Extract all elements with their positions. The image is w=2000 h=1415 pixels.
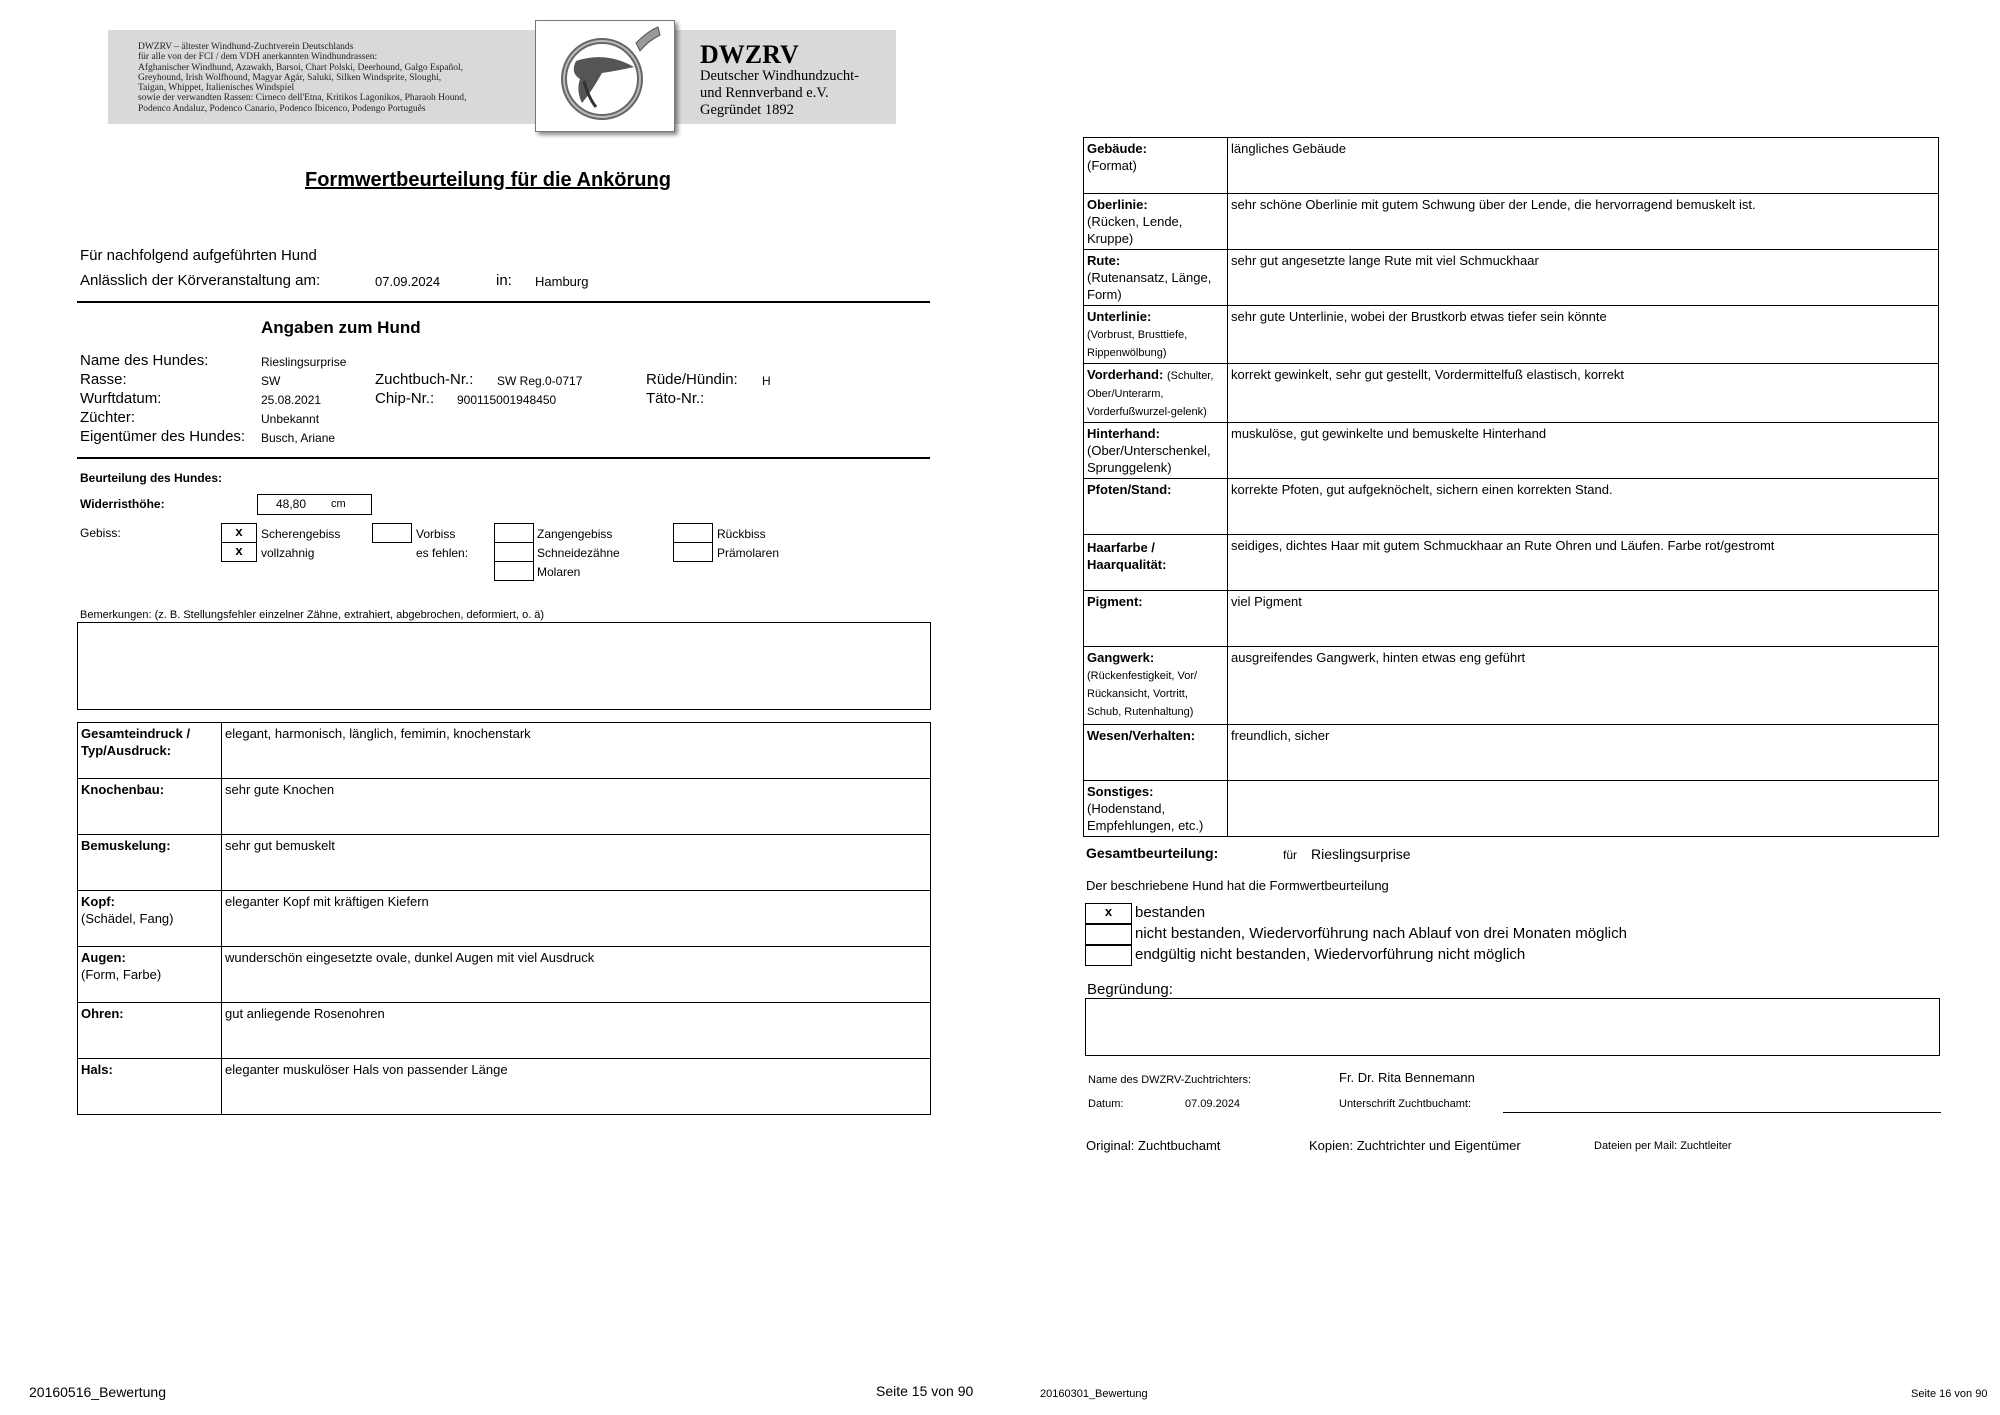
date-label: Datum: [1088,1098,1124,1110]
overbite-label: Vorbiss [416,527,456,541]
table-row [1084,423,1939,479]
row-value[interactable]: freundlich, sicher [1228,725,1939,781]
row-label: Hals: [78,1059,222,1115]
row-label: Ohren: [78,1003,222,1059]
row-label: Kopf: (Schädel, Fang) [78,891,222,947]
assessment-title: Beurteilung des Hundes: [80,471,223,485]
premolars-label: Prämolaren [717,546,780,560]
row-value[interactable]: eleganter muskulöser Hals von passender Länge [222,1059,931,1115]
header-line: Podenco Andaluz, Podenco Canario, Podenco Ibicenco, Podengo Português [138,103,426,114]
row-label: Pigment: [1084,591,1228,647]
org-line-1: Deutscher Windhundzucht- [700,68,860,84]
row-label: Unterlinie: (Vorbrust, Brusttiefe, Rippenwölbung) [1084,306,1228,364]
files-label: Dateien per Mail: Zuchtleiter [1594,1140,1732,1152]
row-label: Augen: (Form, Farbe) [78,947,222,1003]
left-footer-page: Seite 15 von 90 [876,1383,974,1399]
owner-label: Eigentümer des Hundes: [80,428,246,445]
original-label: Original: Zuchtbuchamt [1086,1138,1221,1153]
breeder-value: Unbekannt [261,412,320,426]
teeth-label: Gebiss: [80,526,121,540]
premolars-checkbox[interactable] [673,542,713,562]
row-value[interactable]: elegant, harmonisch, länglich, femimin, knochenstark [222,723,931,779]
remarks-field[interactable] [77,622,931,710]
name-label: Name des Hundes: [80,352,209,369]
missing-label: es fehlen: [416,546,469,560]
row-value[interactable]: korrekte Pfoten, gut aufgeknöchelt, sichern einen korrekten Stand. [1228,479,1939,535]
passed-checkbox[interactable]: x [1085,903,1132,924]
breed-label: Rasse: [80,371,127,388]
table-row [1084,364,1939,423]
right-footer-page: Seite 16 von 90 [1911,1388,1988,1400]
header-line: für alle von der FCI / dem VDH anerkannten Windhundrassen: [138,52,378,63]
not-passed-checkbox[interactable] [1085,924,1132,945]
overbite-checkbox[interactable] [372,523,412,543]
row-value[interactable] [1228,781,1939,837]
height-field[interactable] [257,494,372,515]
row-label: Bemuskelung: [78,835,222,891]
left-evaluation-table [77,722,931,1115]
left-footer-file: 20160516_Bewertung [29,1384,167,1400]
dwzrv-logo [535,20,675,132]
reason-field[interactable] [1085,998,1940,1056]
table-row [78,835,931,891]
event-place: Hamburg [535,274,589,289]
height-value: 48,80 [276,497,307,511]
form-title: Formwertbeurteilung für die Ankörung [305,169,671,191]
row-label: Knochenbau: [78,779,222,835]
org-line-2: und Rennverband e.V. [700,85,829,101]
row-value[interactable]: korrekt gewinkelt, sehr gut gestellt, Vordermittelfuß elastisch, korrekt [1228,364,1939,423]
sex-value: H [762,374,771,388]
row-value[interactable]: muskulöse, gut gewinkelte und bemuskelte Hinterhand [1228,423,1939,479]
right-footer-file: 20160301_Bewertung [1040,1388,1148,1400]
header-line: Taigan, Whippet, Italienisches Windspiel [138,83,295,94]
header-line: Greyhound, Irish Wolfhound, Magyar Agár, Saluki, Silken Windsprite, Sloughi, [138,72,442,83]
height-label: Widerristhöhe: [80,497,165,511]
header-line: sowie der verwandten Rassen: Cirneco dell'Etna, Kritikos Lagonikos, Pharaoh Hound, [138,93,467,104]
row-value[interactable]: wunderschön eingesetzte ovale, dunkel Augen mit viel Ausdruck [222,947,931,1003]
row-value[interactable]: gut anliegende Rosenohren [222,1003,931,1059]
full-dentition-checkbox[interactable]: x [221,542,257,562]
incisors-label: Schneidezähne [537,546,620,560]
intro-label: Für nachfolgend aufgeführten Hund [80,247,317,264]
row-value[interactable]: ausgreifendes Gangwerk, hinten etwas eng geführt [1228,647,1939,725]
birth-value: 25.08.2021 [261,393,322,407]
row-value[interactable]: sehr schöne Oberlinie mit gutem Schwung über der Lende, die hervorragend bemuskelt ist. [1228,194,1939,250]
row-label: Wesen/Verhalten: [1084,725,1228,781]
row-label: Hinterhand: (Ober/Unterschenkel, Sprunggelenk) [1084,423,1228,479]
height-unit: cm [331,498,346,510]
dog-name: Rieslingsurprise [261,355,347,369]
row-label: Rute: (Rutenansatz, Länge, Form) [1084,250,1228,306]
org-full-name [700,68,859,119]
molars-checkbox[interactable] [494,561,534,581]
pincer-bite-checkbox[interactable] [494,523,534,543]
table-row [78,1003,931,1059]
row-value[interactable]: sehr gute Unterlinie, wobei der Brustkorb etwas tiefer sein könnte [1228,306,1939,364]
table-row [78,947,931,1003]
date-value: 07.09.2024 [1185,1098,1241,1110]
chip-label: Chip-Nr.: [375,390,435,407]
row-value[interactable]: viel Pigment [1228,591,1939,647]
underbite-label: Rückbiss [717,527,766,541]
overall-label: Gesamtbeurteilung: [1086,845,1219,861]
table-row [1084,250,1939,306]
row-label: Haarfarbe / Haarqualität: [1084,535,1228,591]
row-label: Pfoten/Stand: [1084,479,1228,535]
divider [77,301,930,303]
row-label: Sonstiges: (Hodenstand, Empfehlungen, etc.) [1084,781,1228,837]
final-fail-checkbox[interactable] [1085,945,1132,966]
signature-line[interactable] [1503,1112,1941,1113]
table-row [1084,194,1939,250]
header-line: DWZRV – ältester Windhund-Zuchtverein Deutschlands [138,42,354,52]
table-row [1084,781,1939,837]
row-label: Gangwerk: (Rückenfestigkeit, Vor/ Rückansicht, Vortritt, Schub, Rutenhaltung) [1084,647,1228,725]
table-row [1084,306,1939,364]
dog-section-title: Angaben zum Hund [261,318,421,337]
judge-label: Name des DWZRV-Zuchtrichters: [1088,1074,1252,1086]
divider [77,457,930,459]
header-small-text [138,42,466,114]
in-label: in: [496,272,512,289]
row-value[interactable]: seidiges, dichtes Haar mit gutem Schmuckhaar an Rute Ohren und Läufen. Farbe rot/gestromt [1228,535,1939,591]
full-dentition-label: vollzahnig [261,546,315,560]
result-statement: Der beschriebene Hund hat die Formwertbeurteilung [1086,878,1389,893]
birth-label: Wurftdatum: [80,390,162,407]
table-row [1084,479,1939,535]
breeder-label: Züchter: [80,409,136,426]
scissor-bite-checkbox[interactable]: x [221,523,257,543]
underbite-checkbox[interactable] [673,523,713,543]
sex-label: Rüde/Hündin: [646,371,738,388]
result-dog-name: Rieslingsurprise [1311,846,1411,862]
row-label: Vorderhand: (Schulter, Ober/Unterarm, Vorderfußwurzel-gelenk) [1084,364,1228,423]
scissor-bite-label: Scherengebiss [261,527,341,541]
header-line: Afghanischer Windhund, Azawakh, Barsoi, Chart Polski, Deerhound, Galgo Español, [138,62,464,73]
passed-label: bestanden [1135,904,1206,921]
org-short-name: DWZRV [700,40,799,69]
org-founded: Gegründet 1892 [700,102,794,118]
table-row [1084,138,1939,194]
pincer-bite-label: Zangengebiss [537,527,613,541]
for-label: für [1283,848,1298,862]
table-row [1084,535,1939,591]
final-fail-label: endgültig nicht bestanden, Wiedervorführung nicht möglich [1135,946,1526,963]
row-label: Gebäude: (Format) [1084,138,1228,194]
row-value[interactable]: sehr gut angesetzte lange Rute mit viel Schmuckhaar [1228,250,1939,306]
event-date: 07.09.2024 [375,274,441,289]
event-label: Anlässlich der Körveranstaltung am: [80,272,321,289]
row-label: Gesamteindruck / Typ/Ausdruck: [78,723,222,779]
molars-label: Molaren [537,565,581,579]
table-row [78,1059,931,1115]
row-value[interactable]: eleganter Kopf mit kräftigen Kiefern [222,891,931,947]
remarks-label: Bemerkungen: (z. B. Stellungsfehler einzelner Zähne, extrahiert, abgebrochen, deformiert, o. ä) [80,609,545,621]
chip-value: 900115001948450 [457,393,557,407]
row-label: Oberlinie: (Rücken, Lende, Kruppe) [1084,194,1228,250]
judge-name: Fr. Dr. Rita Bennemann [1339,1070,1475,1085]
right-evaluation-table [1083,137,1939,837]
copies-label: Kopien: Zuchtrichter und Eigentümer [1309,1138,1521,1153]
table-row [78,723,931,779]
table-row [1084,647,1939,725]
not-passed-label: nicht bestanden, Wiedervorführung nach Ablauf von drei Monaten möglich [1135,925,1627,942]
row-value[interactable]: sehr gut bemuskelt [222,835,931,891]
row-value[interactable]: sehr gute Knochen [222,779,931,835]
studbook-value: SW Reg.0-0717 [497,374,583,388]
owner-value: Busch, Ariane [261,431,336,445]
table-row [78,891,931,947]
breed-value: SW [261,374,281,388]
table-row [78,779,931,835]
studbook-label: Zuchtbuch-Nr.: [375,371,474,388]
table-row [1084,591,1939,647]
reason-label: Begründung: [1087,981,1173,998]
row-value[interactable]: längliches Gebäude [1228,138,1939,194]
signature-label: Unterschrift Zuchtbuchamt: [1339,1098,1472,1110]
incisors-checkbox[interactable] [494,542,534,562]
tattoo-label: Täto-Nr.: [646,390,705,407]
table-row [1084,725,1939,781]
